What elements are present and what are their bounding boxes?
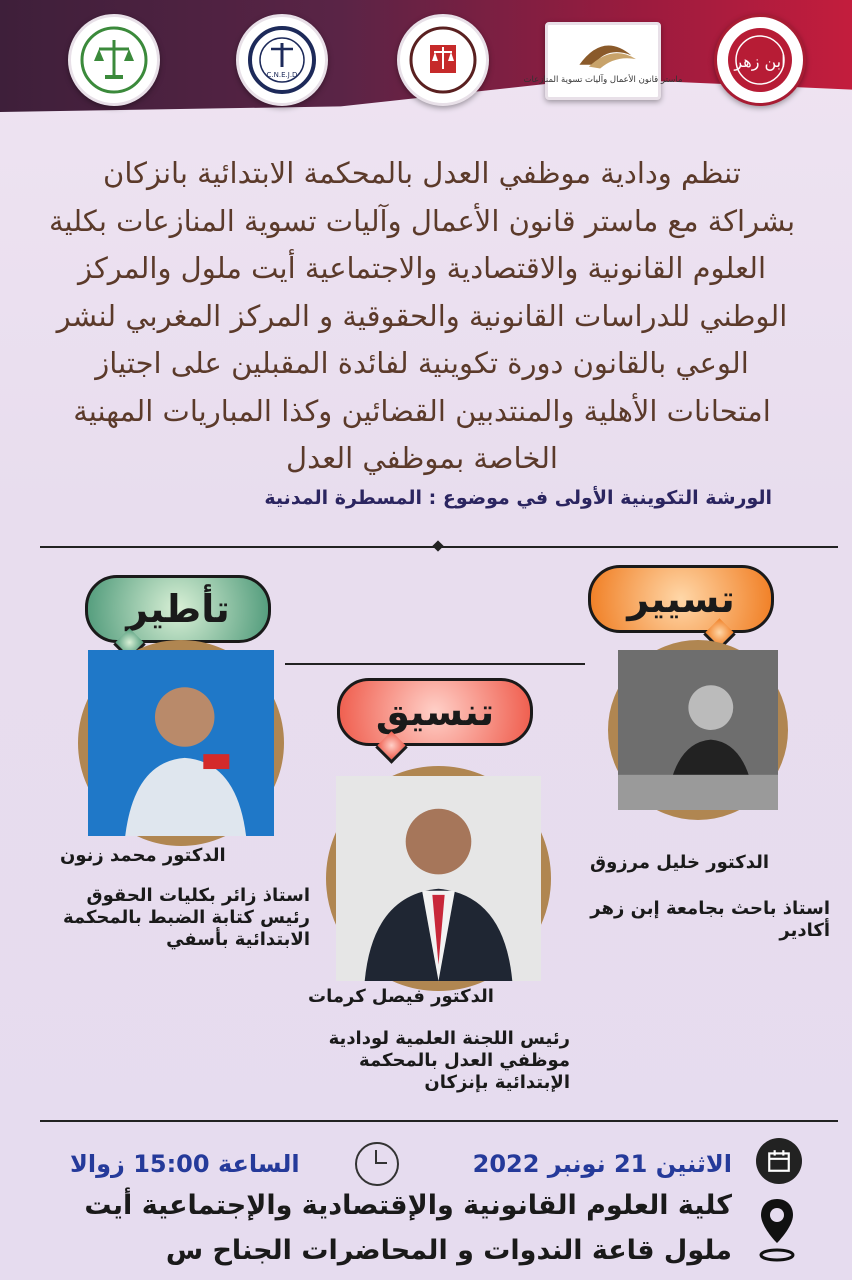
master-emblem-icon: [523, 27, 683, 95]
svg-text:ماستر قانون الأعمال وآليات تسو: ماستر قانون الأعمال وآليات تسوية المنازعات: [523, 74, 683, 85]
role-line: الإبتدائية بإنزكان: [424, 1072, 570, 1093]
intro-line: بشراكة مع ماستر قانون الأعمال وآليات تسوية المنازعات بكلية: [48, 203, 796, 238]
logo-moroccan-center: [68, 14, 160, 106]
event-time: الساعة 15:00 زوالا: [70, 1150, 300, 1178]
role-line: أكادير: [779, 920, 830, 941]
speaker-role-center: [290, 1028, 570, 1094]
role-line: موظفي العدل بالمحكمة: [359, 1050, 570, 1071]
intro-line: الوعي بالقانون دورة تكوينية لفائدة المقبلين على اجتياز: [95, 346, 749, 380]
speaker-name-left: الدكتور محمد زنون: [60, 845, 226, 866]
location-pin-icon: [757, 1195, 797, 1265]
logo-cnejd: [236, 14, 328, 106]
calendar-glyph: [766, 1148, 792, 1174]
intro-line: تنظم ودادية موظفي العدل بالمحكمة الابتدائية بانزكان: [103, 156, 741, 190]
ibn-zohr-emblem-icon: [725, 25, 795, 95]
scales-icon: [79, 25, 149, 95]
speaker-name-right: الدكتور خليل مرزوق: [590, 852, 770, 873]
clock-icon: [355, 1142, 399, 1186]
speaker-role-right: [550, 898, 830, 942]
speaker-name-center: الدكتور فيصل كرمات: [308, 986, 494, 1007]
role-line: الابتدائية بأسفي: [166, 929, 310, 950]
person-photo-icon: [618, 650, 778, 810]
role-line: استاذ زائر بكليات الحقوق: [86, 885, 310, 906]
logo-justice-association: [397, 14, 489, 106]
event-date: الاثنين 21 نونبر 2022: [472, 1150, 732, 1178]
bubble-moderation: تسيير: [588, 565, 774, 633]
logo-master-business-law: [523, 22, 683, 100]
svg-text:C.N.E.J.D: C.N.E.J.D: [266, 71, 298, 79]
person-photo-icon: [336, 776, 541, 981]
calendar-icon: [756, 1138, 802, 1184]
workshop-title: الورشة التكوينية الأولى في موضوع : المسطرة المدنية: [264, 487, 772, 509]
intro-line: العلوم القانونية والاقتصادية والاجتماعية أيت ملول والمركز: [77, 251, 767, 285]
event-venue-line1: كلية العلوم القانونية والإقتصادية والإجتماعية أيت: [84, 1190, 732, 1221]
svg-text:ابن زهر: ابن زهر: [734, 52, 786, 71]
person-photo-icon: [88, 650, 274, 836]
scales-red-icon: [408, 25, 478, 95]
intro-line: امتحانات الأهلية والمنتدبين القضائين وكذا المباريات المهنية: [73, 393, 771, 428]
divider-ornament: [432, 540, 443, 551]
speaker-role-left: [40, 885, 310, 951]
intro-text: [32, 150, 812, 483]
speaker-photo-center: [326, 766, 551, 991]
event-venue-line2: ملول قاعة الندوات و المحاضرات الجناح س: [165, 1235, 732, 1266]
role-line: استاذ باحث بجامعة إبن زهر: [590, 898, 830, 919]
cnejd-emblem-icon: [247, 25, 317, 95]
role-line: رئيس اللجنة العلمية لودادية: [328, 1028, 570, 1049]
divider-bottom: [40, 1120, 838, 1122]
speaker-photo-left: [78, 640, 284, 846]
bubble-qualification: تأطير: [85, 575, 271, 643]
divider-middle: [285, 663, 585, 665]
intro-line: الخاصة بموظفي العدل: [286, 441, 558, 475]
bubble-coordination: تنسيق: [337, 678, 533, 746]
logo-ibn-zohr: [714, 14, 806, 106]
intro-line: الوطني للدراسات القانونية والحقوقية و المركز المغربي لنشر: [56, 298, 788, 333]
speaker-photo-right: [608, 640, 788, 820]
role-line: رئيس كتابة الضبط بالمحكمة: [62, 907, 310, 928]
